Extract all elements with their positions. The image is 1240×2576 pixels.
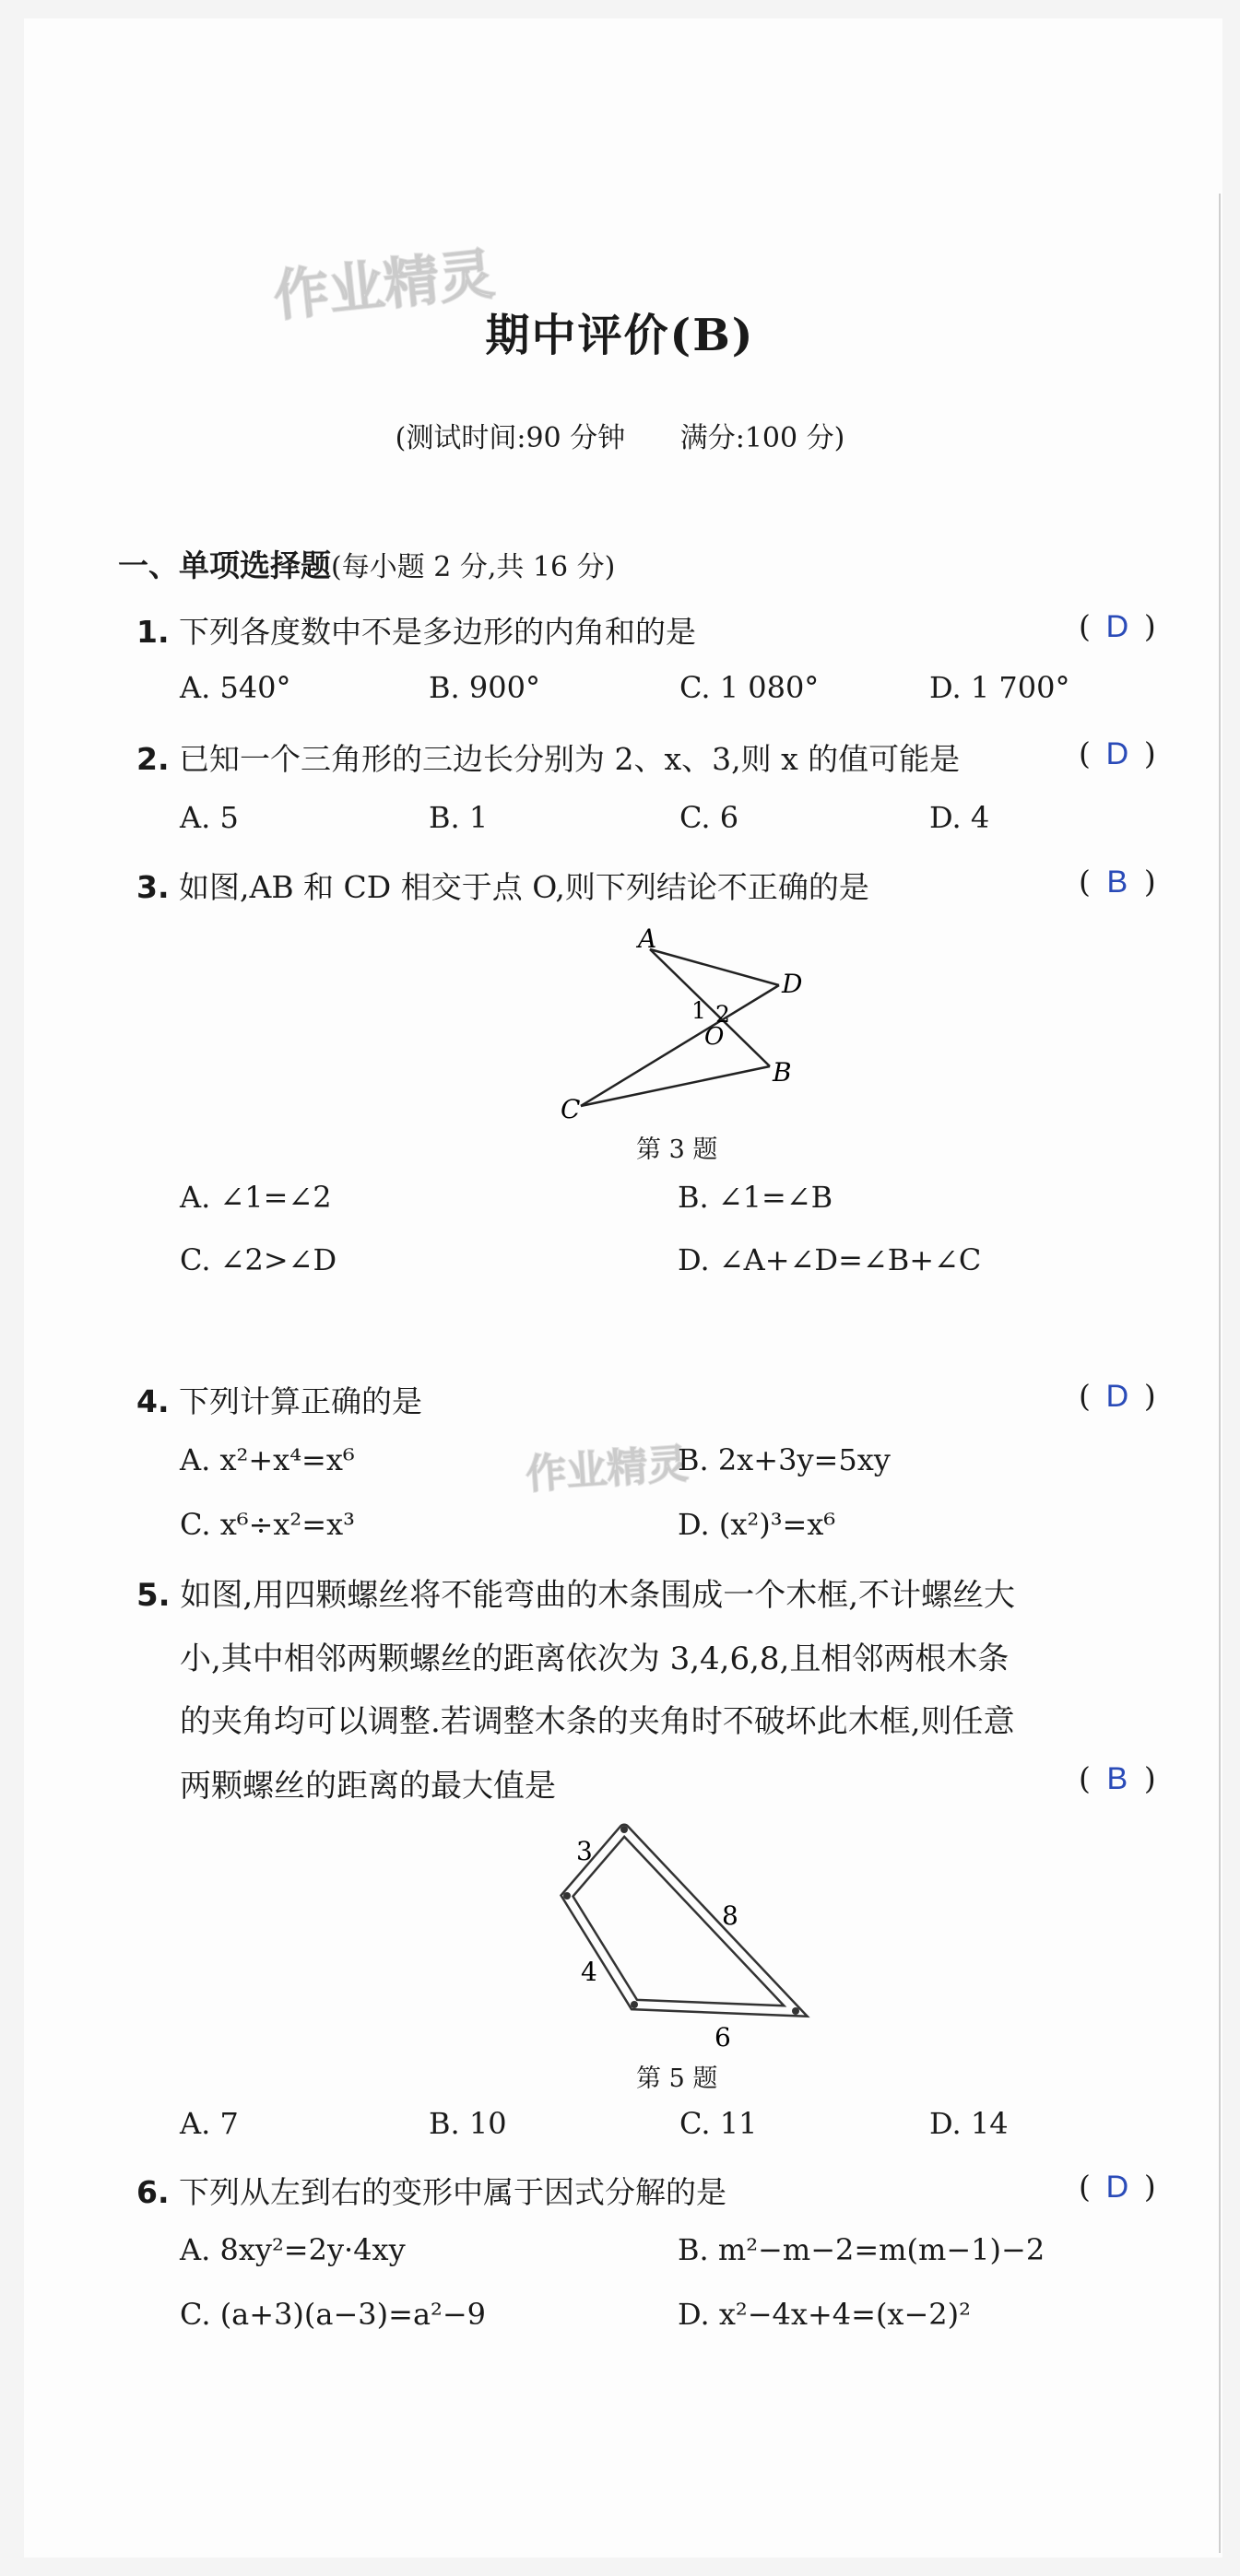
answer-bracket: ( B ) (1079, 1760, 1156, 1796)
option: D. ∠A+∠D=∠B+∠C (678, 1242, 982, 1277)
option: A. x²+x⁴=x⁶ (180, 1442, 355, 1477)
option: A. 7 (180, 2106, 239, 2141)
screw (792, 2007, 799, 2015)
label-D: D (782, 969, 803, 999)
question-5-line: 小,其中相邻两颗螺丝的距离依次为 3,4,6,8,且相邻两根木条 (180, 1641, 1010, 1677)
option: B. 1 (429, 800, 489, 835)
segment-CB (581, 1066, 770, 1106)
section-note: (每小题 2 分,共 16 分) (331, 551, 616, 583)
question-number: 2. (136, 741, 170, 777)
watermark: 作业精灵 (270, 241, 498, 330)
option: C. 1 080° (679, 670, 820, 705)
label-C: C (561, 1094, 581, 1124)
question-text: 下列计算正确的是 (179, 1383, 422, 1419)
label-2: 2 (715, 1001, 730, 1028)
answer-bracket: ( D ) (1079, 735, 1156, 771)
length-label-6: 6 (714, 2022, 731, 2051)
figure-q3 (535, 917, 830, 1129)
section-heading (118, 542, 615, 585)
figure-q5 (549, 1820, 825, 2051)
option: C. 11 (679, 2106, 758, 2141)
figure-caption: 第 3 题 (636, 1135, 718, 1164)
answer-mark: B (1106, 1761, 1128, 1796)
question-text: 如图,用四颗螺丝将不能弯曲的木条围成一个木框,不计螺丝大 (180, 1577, 1016, 1614)
page-edge (1219, 194, 1226, 2553)
screw (620, 1826, 628, 1833)
length-label-8: 8 (722, 1900, 738, 1931)
section-label: 一、单项选择题 (118, 547, 331, 583)
option: C. ∠2>∠D (180, 1242, 337, 1277)
answer-bracket: ( D ) (1079, 608, 1156, 644)
answer-mark: D (1105, 2170, 1129, 2205)
label-O: O (704, 1023, 725, 1051)
answer-bracket: ( D ) (1079, 1378, 1156, 1414)
option: D. x²−4x+4=(x−2)² (678, 2297, 971, 2332)
label-B: B (773, 1057, 792, 1088)
length-label-4: 4 (581, 1957, 597, 1987)
question-text: 下列各度数中不是多边形的内角和的是 (179, 614, 696, 650)
screw (563, 1892, 571, 1900)
question-text: 已知一个三角形的三边长分别为 2、x、3,则 x 的值可能是 (179, 741, 961, 777)
answer-mark: B (1106, 865, 1128, 900)
option: B. 900° (429, 670, 540, 705)
option: C. 6 (679, 800, 739, 835)
answer-mark: D (1105, 736, 1129, 771)
question-number: 3. (136, 869, 170, 905)
option: B. 2x+3y=5xy (678, 1442, 891, 1477)
option: A. ∠1=∠2 (180, 1180, 332, 1215)
question-text: 下列从左到右的变形中属于因式分解的是 (179, 2174, 726, 2210)
question-2-stem (136, 735, 960, 779)
option: B. ∠1=∠B (678, 1180, 833, 1215)
option: B. m²−m−2=m(m−1)−2 (678, 2232, 1045, 2267)
length-label-3: 3 (576, 1836, 593, 1866)
test-time: (测试时间:90 分钟 (395, 422, 626, 454)
answer-mark: D (1105, 609, 1129, 644)
screw (631, 2001, 638, 2008)
option: B. 10 (429, 2106, 507, 2141)
question-number: 6. (136, 2174, 170, 2210)
option: C. (a+3)(a−3)=a²−9 (180, 2297, 487, 2332)
test-info (0, 415, 1240, 455)
question-text: 如图,AB 和 CD 相交于点 O,则下列结论不正确的是 (179, 869, 869, 905)
option: D. 14 (929, 2106, 1009, 2141)
answer-mark: D (1105, 1379, 1129, 1414)
question-5-line (136, 1570, 1015, 1615)
option: A. 5 (180, 800, 239, 835)
question-number: 1. (136, 614, 170, 650)
question-number: 4. (136, 1383, 170, 1419)
question-5-line: 的夹角均可以调整.若调整木条的夹角时不破坏此木框,则任意 (180, 1703, 1015, 1740)
watermark: 作业精灵 (524, 1440, 690, 1500)
option: C. x⁶÷x²=x³ (180, 1507, 355, 1542)
question-4-stem (136, 1378, 422, 1421)
option: D. 4 (929, 800, 990, 835)
question-1-stem (136, 608, 696, 652)
option: D. 1 700° (929, 670, 1070, 705)
option: A. 8xy²=2y·4xy (180, 2232, 406, 2267)
label-A: A (638, 923, 657, 954)
option: D. (x²)³=x⁶ (678, 1507, 836, 1542)
label-1: 1 (691, 997, 706, 1024)
figure-caption: 第 5 题 (636, 2064, 718, 2093)
full-score: 满分:100 分) (679, 422, 845, 454)
question-3-stem (136, 864, 869, 907)
question-5-line: 两颗螺丝的距离的最大值是 (180, 1768, 556, 1805)
option: A. 540° (180, 670, 291, 705)
question-number: 5. (136, 1577, 171, 1614)
answer-bracket: ( D ) (1079, 2169, 1156, 2205)
page-title: 期中评价(B) (485, 310, 755, 361)
question-6-stem (136, 2169, 726, 2212)
answer-bracket: ( B ) (1079, 864, 1156, 900)
wood-frame-inner (567, 1829, 796, 2011)
